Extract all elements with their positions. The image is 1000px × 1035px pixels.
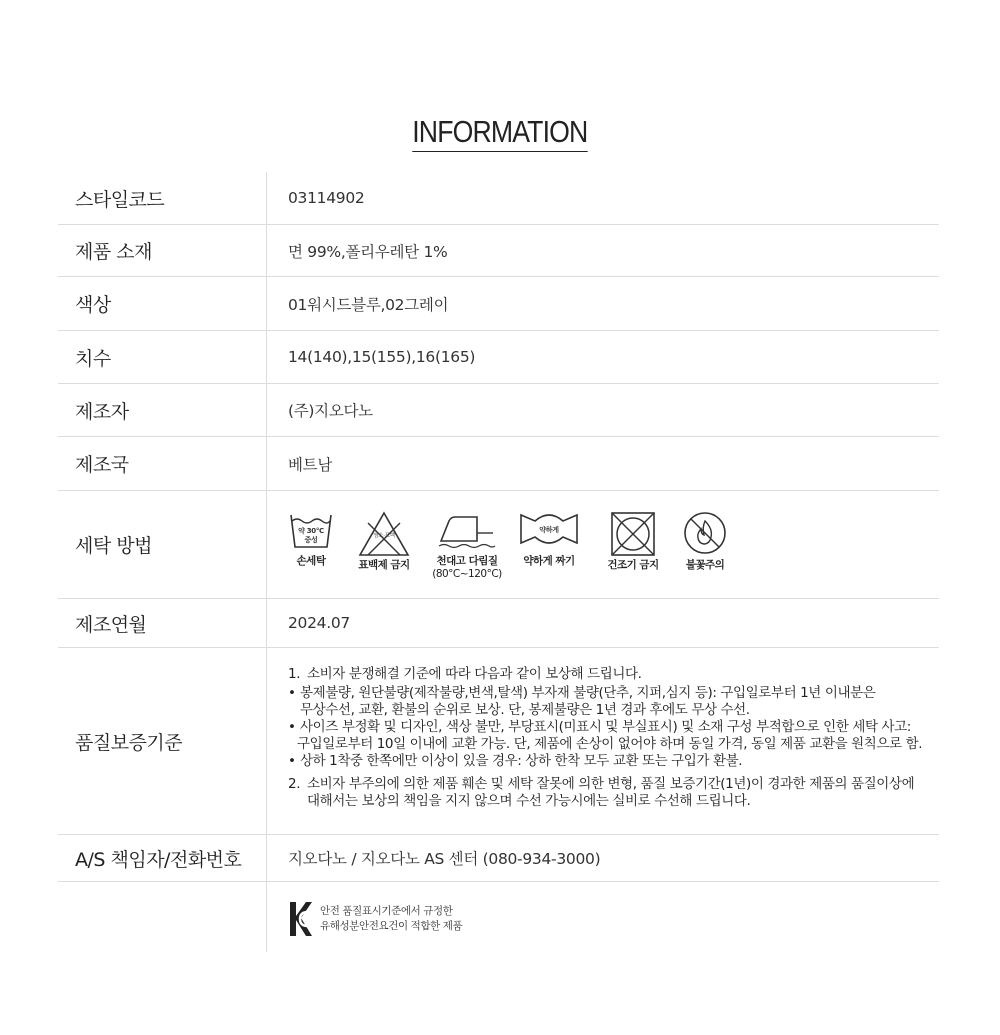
row-washing — [58, 491, 939, 599]
kc-text — [320, 904, 462, 934]
kc-logo-icon — [288, 900, 314, 938]
bullet-text: 상하 1착중 한쪽에만 이상이 있을 경우: 상하 한착 모두 교환 또는 구입가 환불. — [300, 753, 743, 769]
quality-item-2 — [288, 776, 939, 793]
wash-caption: 건조기 금지 — [607, 559, 659, 571]
row-size — [58, 331, 939, 384]
row-label: A/S 책임자/전화번호 — [58, 835, 267, 881]
kc-mark — [267, 882, 939, 952]
bullet-text-cont: 구입일로부터 10일 이내에 교환 가능. 단, 제품에 손상이 없어야 하며 동일 가격, 동일 제품 교환을 원칙으로 함. — [297, 736, 923, 752]
row-label: 품질보증기준 — [58, 648, 267, 834]
wash-item — [680, 511, 730, 572]
no-tumble-dry-icon — [610, 511, 656, 557]
quality-item-1 — [288, 666, 939, 683]
no-bleach-icon — [358, 511, 410, 557]
row-value: (주)지오다노 — [288, 402, 373, 420]
washing-icons — [267, 491, 939, 598]
row-value: 베트남 — [288, 455, 333, 474]
row-label: 제조국 — [58, 437, 267, 490]
row-label: 세탁 방법 — [58, 491, 267, 598]
row-label: 제품 소재 — [58, 225, 267, 276]
row-value: 면 99%,폴리우레탄 1% — [288, 242, 448, 261]
row-value: 14(140),15(155),16(165) — [288, 348, 476, 366]
gentle-wring-icon — [519, 511, 579, 547]
row-label: 색상 — [58, 277, 267, 330]
row-label-empty — [58, 882, 267, 952]
wash-caption: 표백제 금지 — [358, 559, 410, 571]
kc-line-1: 안전 품질표시기준에서 규정한 — [320, 905, 453, 917]
row-label: 스타일코드 — [58, 172, 267, 224]
wash-item — [602, 511, 664, 572]
row-color — [58, 277, 939, 331]
bullet-dot: • — [288, 753, 296, 769]
wring-text: 약하게 — [539, 526, 559, 534]
wash-item — [288, 511, 334, 568]
wash-caption: 불꽃주의 — [685, 559, 725, 571]
page-title: INFORMATION — [412, 114, 587, 152]
quality-bullet — [288, 753, 939, 770]
page-title-wrap — [0, 114, 1000, 152]
item-text-cont: 대해서는 보상의 책임을 지지 않으며 수선 가능시에는 실비로 수선해 드립니다. — [307, 793, 751, 809]
bullet-dot: • — [288, 719, 296, 735]
quality-text — [267, 648, 939, 834]
row-date — [58, 599, 939, 648]
info-table — [58, 172, 939, 952]
row-value: 01워시드블루,02그레이 — [288, 295, 449, 314]
fire-caution-icon — [683, 511, 727, 555]
row-value: 2024.07 — [288, 614, 350, 632]
wash-caption: 천대고 다림질 — [436, 555, 498, 567]
bullet-text-cont: 무상수선, 교환, 환불의 순위로 보상. 단, 봉제불량은 1년 경과 후에도 무상 수선. — [300, 702, 750, 718]
wash-caption: 약하게 짜기 — [523, 555, 575, 567]
item-number: 2. — [288, 776, 301, 792]
bullet-dot: • — [288, 685, 296, 701]
row-label: 치수 — [58, 331, 267, 383]
bleach-text: 염소·표백 — [373, 533, 395, 539]
item-text: 소비자 분쟁해결 기준에 따라 다음과 같이 보상해 드립니다. — [307, 666, 642, 682]
row-label: 제조연월 — [58, 599, 267, 647]
row-style-code — [58, 172, 939, 225]
wash-item — [432, 511, 502, 581]
hand-wash-icon — [289, 511, 333, 551]
row-country — [58, 437, 939, 491]
kc-line-2: 유해성분안전요건이 적합한 제품 — [320, 920, 463, 932]
bullet-text: 사이즈 부정확 및 디자인, 색상 불만, 부당표시(미표시 및 부실표시) 및 소재 구성 부적합으로 인한 세탁 사고: — [300, 719, 911, 735]
iron-icon — [437, 511, 497, 551]
wash-sub: (80°C~120°C) — [432, 568, 502, 580]
wash-item — [518, 511, 580, 568]
row-value: 03114902 — [288, 189, 365, 207]
row-value: 지오다노 / 지오다노 AS 센터 (080-934-3000) — [288, 850, 601, 868]
item-number: 1. — [288, 666, 301, 682]
row-manufacturer — [58, 384, 939, 437]
item-text: 소비자 부주의에 의한 제품 훼손 및 세탁 잘못에 의한 변형, 품질 보증기간(1년)이 경과한 제품의 품질이상에 — [307, 776, 915, 792]
kc-certification — [288, 900, 462, 938]
row-label: 제조자 — [58, 384, 267, 436]
row-kc — [58, 882, 939, 952]
wash-item — [354, 511, 414, 572]
row-quality — [58, 648, 939, 835]
row-as — [58, 835, 939, 882]
quality-bullet — [288, 685, 939, 702]
row-material — [58, 225, 939, 277]
wash-temp-text: 약 30°C — [298, 527, 324, 535]
wash-caption: 손세탁 — [296, 555, 326, 567]
wash-neutral-text: 중성 — [304, 536, 318, 544]
quality-bullet — [288, 719, 939, 736]
bullet-text: 봉제불량, 원단불량(제작불량,변색,탈색) 부자재 불량(단추, 지퍼,심지 등): 구입일로부터 1년 이내분은 — [300, 685, 876, 701]
